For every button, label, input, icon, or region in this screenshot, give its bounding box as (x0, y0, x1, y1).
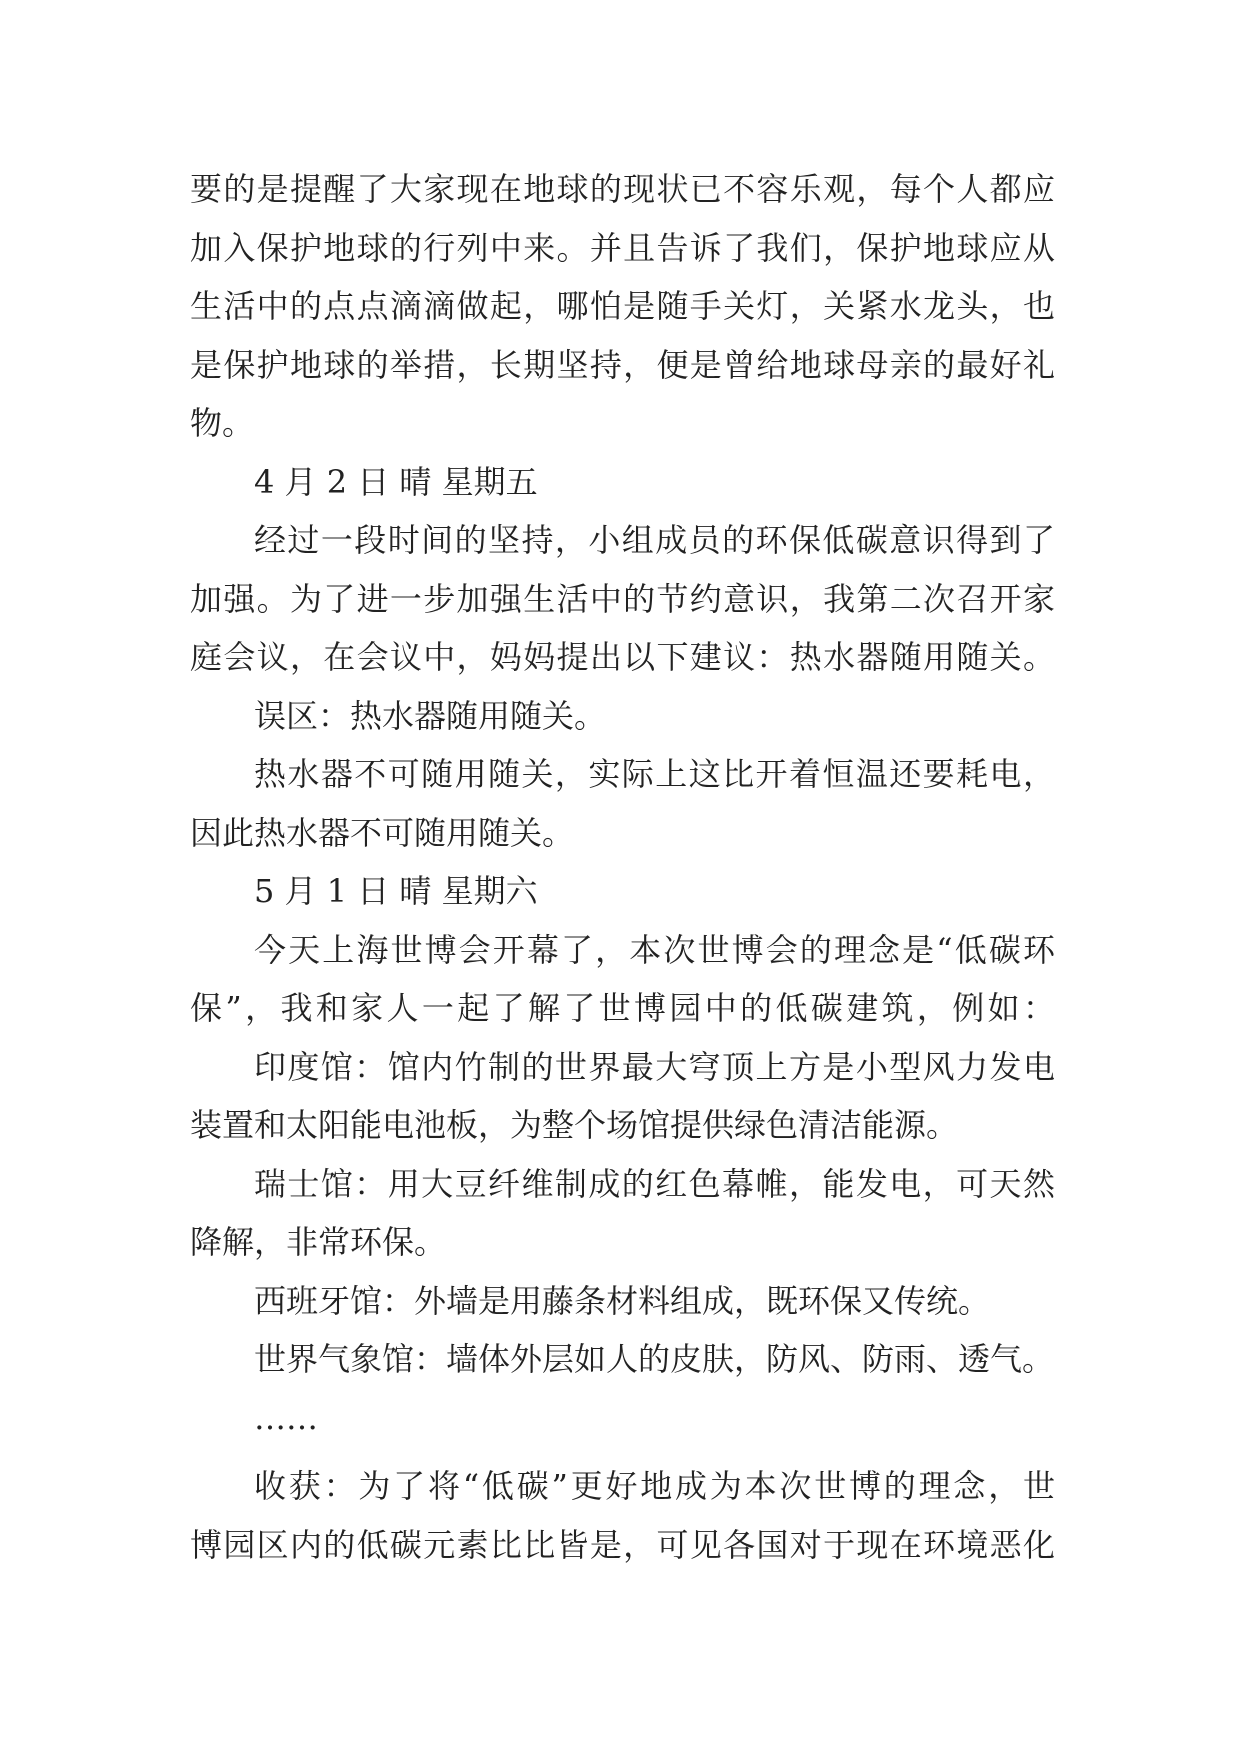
body-line: 加入保护地球的行列中来。并且告诉了我们，保护地球应从 (190, 228, 1055, 267)
body-line: 世界气象馆：墙体外层如人的皮肤，防风、防雨、透气。 (254, 1340, 1055, 1378)
body-line: 装置和太阳能电池板，为整个场馆提供绿色清洁能源。 (190, 1106, 959, 1144)
body-line: 博园区内的低碳元素比比皆是，可见各国对于现在环境恶化 (190, 1525, 1055, 1564)
body-line: 经过一段时间的坚持，小组成员的环保低碳意识得到了 (254, 521, 1055, 559)
body-line: 加强。为了进一步加强生活中的节约意识，我第二次召开家 (190, 579, 1055, 618)
body-line: 因此热水器不可随用随关。 (190, 813, 575, 852)
spacer (190, 1447, 1055, 1457)
body-line: 生活中的点点滴滴做起，哪怕是随手关灯，关紧水龙头，也 (190, 287, 1055, 325)
body-line: 热水器不可随用随关，实际上这比开着恒温还要耗电， (254, 755, 1055, 793)
body-line: 西班牙馆：外墙是用藤条材料组成，既环保又传统。 (254, 1281, 991, 1320)
body-line: 庭会议，在会议中，妈妈提出以下建议：热水器随用随关。 (190, 638, 1055, 676)
diary-date-heading: 5 月 1 日 晴 星期六 (254, 872, 538, 910)
body-line: 降解，非常环保。 (190, 1223, 447, 1261)
body-line: 印度馆：馆内竹制的世界最大穹顶上方是小型风力发电 (254, 1047, 1055, 1086)
body-line: 今天上海世博会开幕了，本次世博会的理念是“低碳环 (254, 930, 1055, 969)
body-line: 瑞士馆：用大豆纤维制成的红色幕帷，能发电，可天然 (254, 1164, 1055, 1203)
body-line: 误区：热水器随用随关。 (254, 696, 607, 735)
body-line: 物。 (190, 404, 255, 442)
ellipsis-line: …… (254, 1398, 318, 1437)
body-line: 保”，我和家人一起了解了世博园中的低碳建筑，例如： (190, 989, 1055, 1027)
body-line: 是保护地球的举措，长期坚持，便是曾给地球母亲的最好礼 (190, 345, 1055, 384)
document-body (190, 160, 1055, 1574)
diary-date-heading: 4 月 2 日 晴 星期五 (254, 462, 538, 501)
body-line: 要的是提醒了大家现在地球的现状已不容乐观，每个人都应 (190, 170, 1055, 208)
body-line: 收获：为了将“低碳”更好地成为本次世博的理念，世 (254, 1467, 1055, 1505)
